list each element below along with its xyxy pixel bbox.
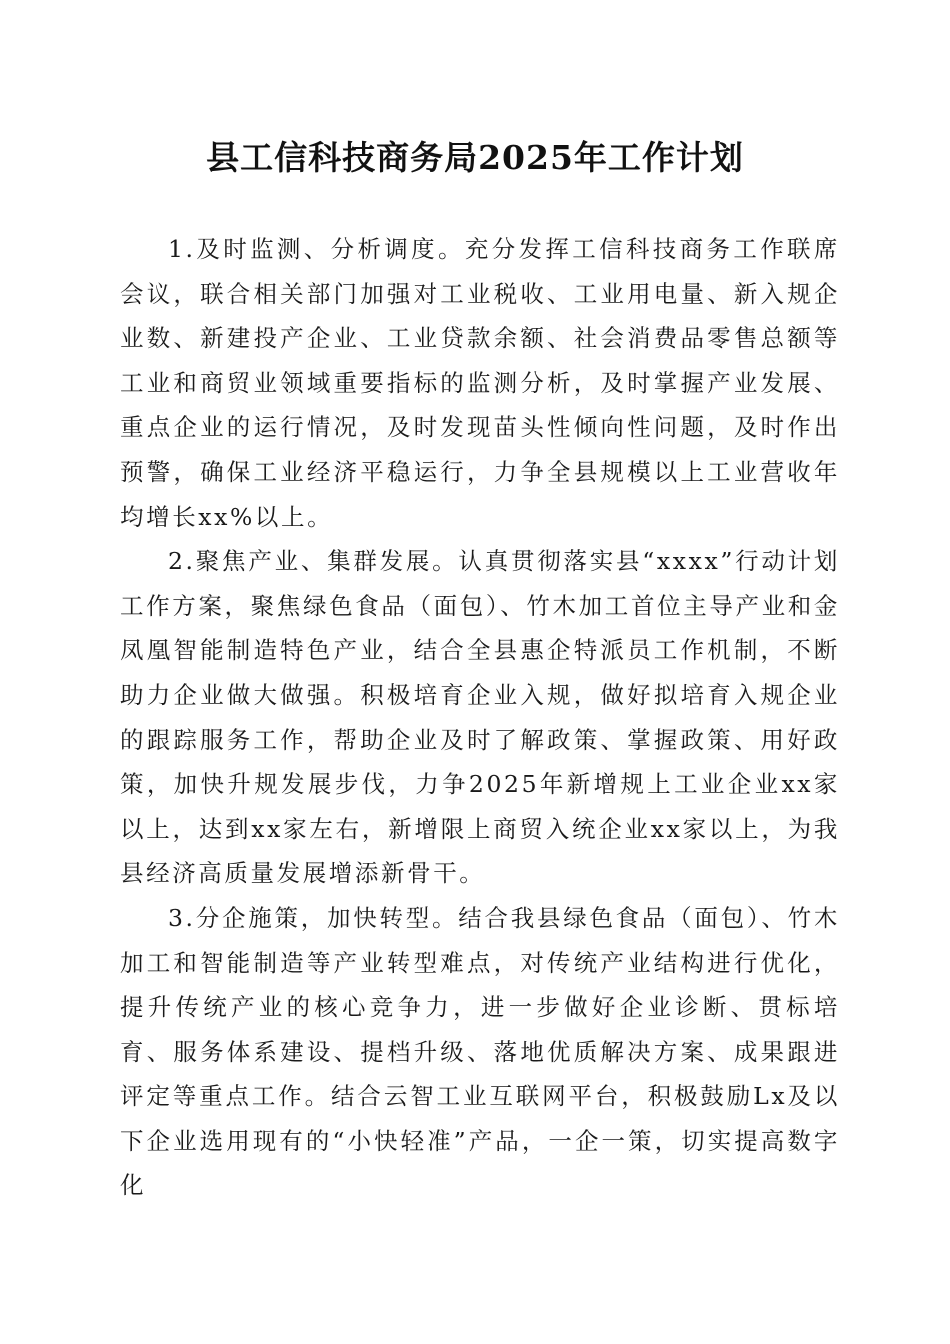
- paragraph-2: 2.聚焦产业、集群发展。认真贯彻落实县“xxxx”行动计划工作方案，聚焦绿色食品（面包）、竹木加工首位主导产业和金凤凰智能制造特色产业，结合全县惠企特派员工作机制，不断助力企业做大做强。积极培育企业入规，做好拟培育入规企业的跟踪服务工作，帮助企业及时了解政策、掌握政策、用好政策，加快升规发展步伐，力争2025年新增规上工业企业xx家以上，达到xx家左右，新增限上商贸入统企业xx家以上，为我县经济高质量发展增添新骨干。: [120, 547, 840, 888]
- paragraph-3: 3.分企施策，加快转型。结合我县绿色食品（面包）、竹木加工和智能制造等产业转型难点，对传统产业结构进行优化，提升传统产业的核心竞争力，进一步做好企业诊断、贯标培育、服务体系建设、提档升级、落地优质解决方案、成果跟进评定等重点工作。结合云智工业互联网平台，积极鼓励Lx及以下企业选用现有的“小快轻准”产品，一企一策，切实提高数字化: [120, 903, 840, 1200]
- document-body: [120, 227, 840, 1208]
- paragraph-1: 1.及时监测、分析调度。充分发挥工信科技商务工作联席会议，联合相关部门加强对工业税收、工业用电量、新入规企业数、新建投产企业、工业贷款余额、社会消费品零售总额等工业和商贸业领域重要指标的监测分析，及时掌握产业发展、重点企业的运行情况，及时发现苗头性倾向性问题，及时作出预警，确保工业经济平稳运行，力争全县规模以上工业营收年均增长xx%以上。: [120, 235, 840, 531]
- document-title: 县工信科技商务局2025年工作计划: [206, 138, 744, 177]
